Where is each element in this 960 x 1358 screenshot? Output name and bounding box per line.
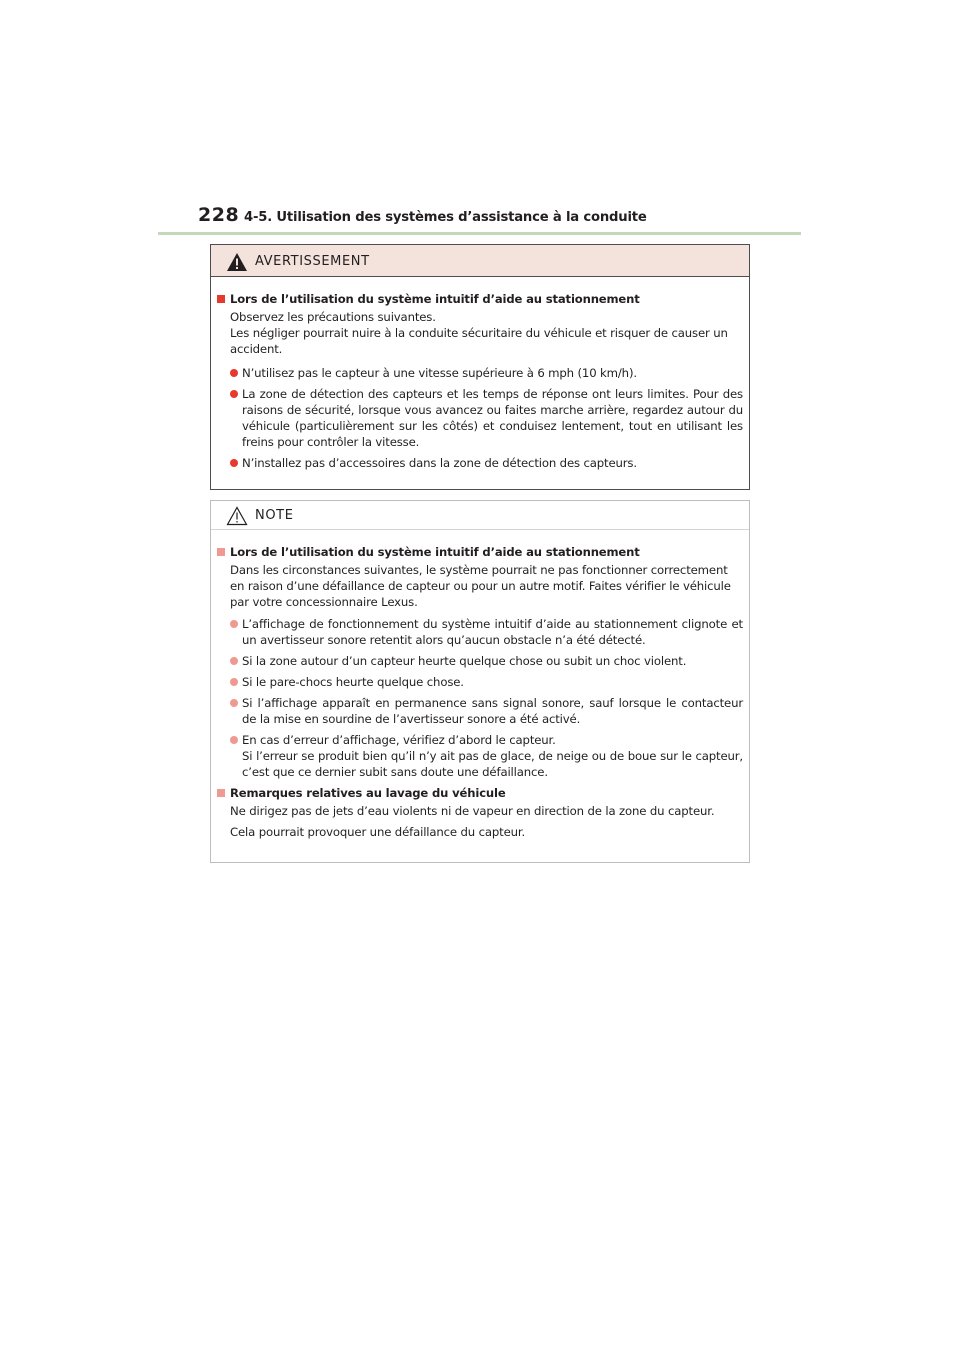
header-divider bbox=[158, 232, 801, 235]
bullet-dot-icon bbox=[230, 736, 238, 744]
note-content bbox=[217, 544, 743, 845]
bullet-dot-icon bbox=[230, 699, 238, 707]
warning-content bbox=[217, 291, 743, 476]
warning-triangle-icon bbox=[226, 252, 248, 272]
note-item-text: Si la zone autour d’un capteur heurte quelque chose ou subit un choc violent. bbox=[242, 654, 687, 668]
warning-label: AVERTISSEMENT bbox=[255, 254, 370, 269]
square-bullet-icon bbox=[217, 789, 225, 797]
note-item-text: En cas d’erreur d’affichage, vérifiez d’abord le capteur. bbox=[242, 733, 556, 747]
bullet-dot-icon bbox=[230, 657, 238, 665]
caution-triangle-icon bbox=[226, 506, 248, 526]
square-bullet-icon bbox=[217, 295, 225, 303]
note-item-text: Si le pare-chocs heurte quelque chose. bbox=[242, 675, 464, 689]
bullet-dot-icon bbox=[230, 390, 238, 398]
note-item bbox=[217, 732, 743, 780]
note-heading-text: Remarques relatives au lavage du véhicule bbox=[230, 786, 506, 800]
warning-item bbox=[217, 386, 743, 450]
warning-item bbox=[217, 365, 743, 381]
square-bullet-icon bbox=[217, 548, 225, 556]
note-wash-1: Ne dirigez pas de jets d’eau violents ni de vapeur en direction de la zone du capteur. bbox=[230, 804, 715, 818]
note-intro: Dans les circonstances suivantes, le système pourrait ne pas fonctionner correctement en raison d’une défaillance de capteur ou pour un autre motif. Faites vérifier le véhicule par votre concessionnaire Lexus. bbox=[230, 563, 731, 609]
note-item bbox=[217, 695, 743, 727]
page-number: 228 bbox=[198, 204, 240, 226]
note-heading bbox=[217, 785, 743, 801]
warning-item-text: N’installez pas d’accessoires dans la zone de détection des capteurs. bbox=[242, 456, 637, 470]
bullet-dot-icon bbox=[230, 620, 238, 628]
note-label: NOTE bbox=[255, 508, 294, 523]
warning-box bbox=[210, 244, 750, 490]
warning-intro-2: Les négliger pourrait nuire à la conduite sécuritaire du véhicule et risquer de causer un accident. bbox=[230, 326, 728, 356]
note-heading-text: Lors de l’utilisation du système intuitif d’aide au stationnement bbox=[230, 545, 640, 559]
note-header bbox=[211, 501, 749, 530]
note-item bbox=[217, 674, 743, 690]
warning-heading-text: Lors de l’utilisation du système intuitif d’aide au stationnement bbox=[230, 292, 640, 306]
note-item bbox=[217, 653, 743, 669]
section-title: 4-5. Utilisation des systèmes d’assistance à la conduite bbox=[244, 210, 647, 225]
warning-item-text: N’utilisez pas le capteur à une vitesse supérieure à 6 mph (10 km/h). bbox=[242, 366, 637, 380]
bullet-dot-icon bbox=[230, 678, 238, 686]
note-heading bbox=[217, 544, 743, 560]
warning-item bbox=[217, 455, 743, 471]
note-item bbox=[217, 616, 743, 648]
note-box bbox=[210, 500, 750, 863]
note-item-text: Si l’affichage apparaît en permanence sans signal sonore, sauf lorsque le contacteur de la mise en sourdine de l’avertisseur sonore a été activé. bbox=[242, 696, 743, 726]
bullet-dot-icon bbox=[230, 459, 238, 467]
note-item-text: L’affichage de fonctionnement du système intuitif d’aide au stationnement clignote et un avertisseur sonore retentit alors qu’aucun obstacle n’a été détecté. bbox=[242, 617, 743, 647]
note-wash-2: Cela pourrait provoquer une défaillance du capteur. bbox=[230, 825, 526, 839]
note-item-text: Si l’erreur se produit bien qu’il n’y ait pas de glace, de neige ou de boue sur le capteur, c’est que ce dernier subit sans doute une défaillance. bbox=[242, 749, 743, 779]
warning-item-text: La zone de détection des capteurs et les temps de réponse ont leurs limites. Pour des raisons de sécurité, lorsque vous avancez ou faites marche arrière, regardez autour du véhicule (particulièrement sur les côtés) et conduisez lentement, tout en utilisant les freins pour contrôler la vitesse. bbox=[242, 387, 743, 449]
warning-heading bbox=[217, 291, 743, 307]
page-header bbox=[198, 204, 808, 232]
warning-header bbox=[211, 245, 749, 277]
bullet-dot-icon bbox=[230, 369, 238, 377]
warning-intro-1: Observez les précautions suivantes. bbox=[230, 310, 436, 324]
